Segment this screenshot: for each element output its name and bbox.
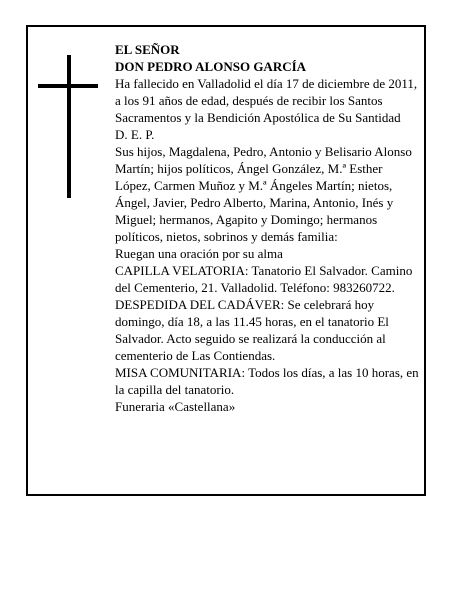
- obituary-notice: [26, 25, 426, 496]
- notice-title-line1: EL SEÑOR: [115, 42, 180, 57]
- funeral-home: Funeraria «Castellana»: [115, 399, 236, 414]
- death-announcement: Ha fallecido en Valladolid el día 17 de diciembre de 2011, a los 91 años de edad, después de recibir los Santos Sacramentos y la Bendición Apostólica de Su Santidad: [115, 76, 418, 125]
- community-mass-info: MISA COMUNITARIA: Todos los días, a las 10 horas, en la capilla del tanatorio.: [115, 365, 419, 397]
- cross-icon: [38, 55, 98, 198]
- family-list: Sus hijos, Magdalena, Pedro, Antonio y Belisario Alonso Martín; hijos políticos, Ángel González, M.ª Esther López, Carmen Muñoz y M.ª Ángeles Martín; nietos, Ángel, Javier, Pedro Alberto, Marina, Antonio, Inés y Miguel; hermanos, Agapito y Domingo; hermanos políticos, nietos, sobrinos y demás familia:: [115, 144, 412, 244]
- deceased-name: DON PEDRO ALONSO GARCÍA: [115, 59, 307, 74]
- cross-horizontal-bar: [38, 84, 98, 88]
- cross-vertical-bar: [67, 55, 71, 198]
- rip-line: D. E. P.: [115, 127, 155, 142]
- farewell-info: DESPEDIDA DEL CADÁVER: Se celebrará hoy domingo, día 18, a las 11.45 horas, en el tanatorio El Salvador. Acto seguido se realizará la conducción al cementerio de Las Contiendas.: [115, 297, 389, 363]
- notice-text: [115, 41, 421, 415]
- prayer-request: Ruegan una oración por su alma: [115, 246, 283, 261]
- wake-chapel-info: CAPILLA VELATORIA: Tanatorio El Salvador. Camino del Cementerio, 21. Valladolid. Teléfono: 983260722.: [115, 263, 413, 295]
